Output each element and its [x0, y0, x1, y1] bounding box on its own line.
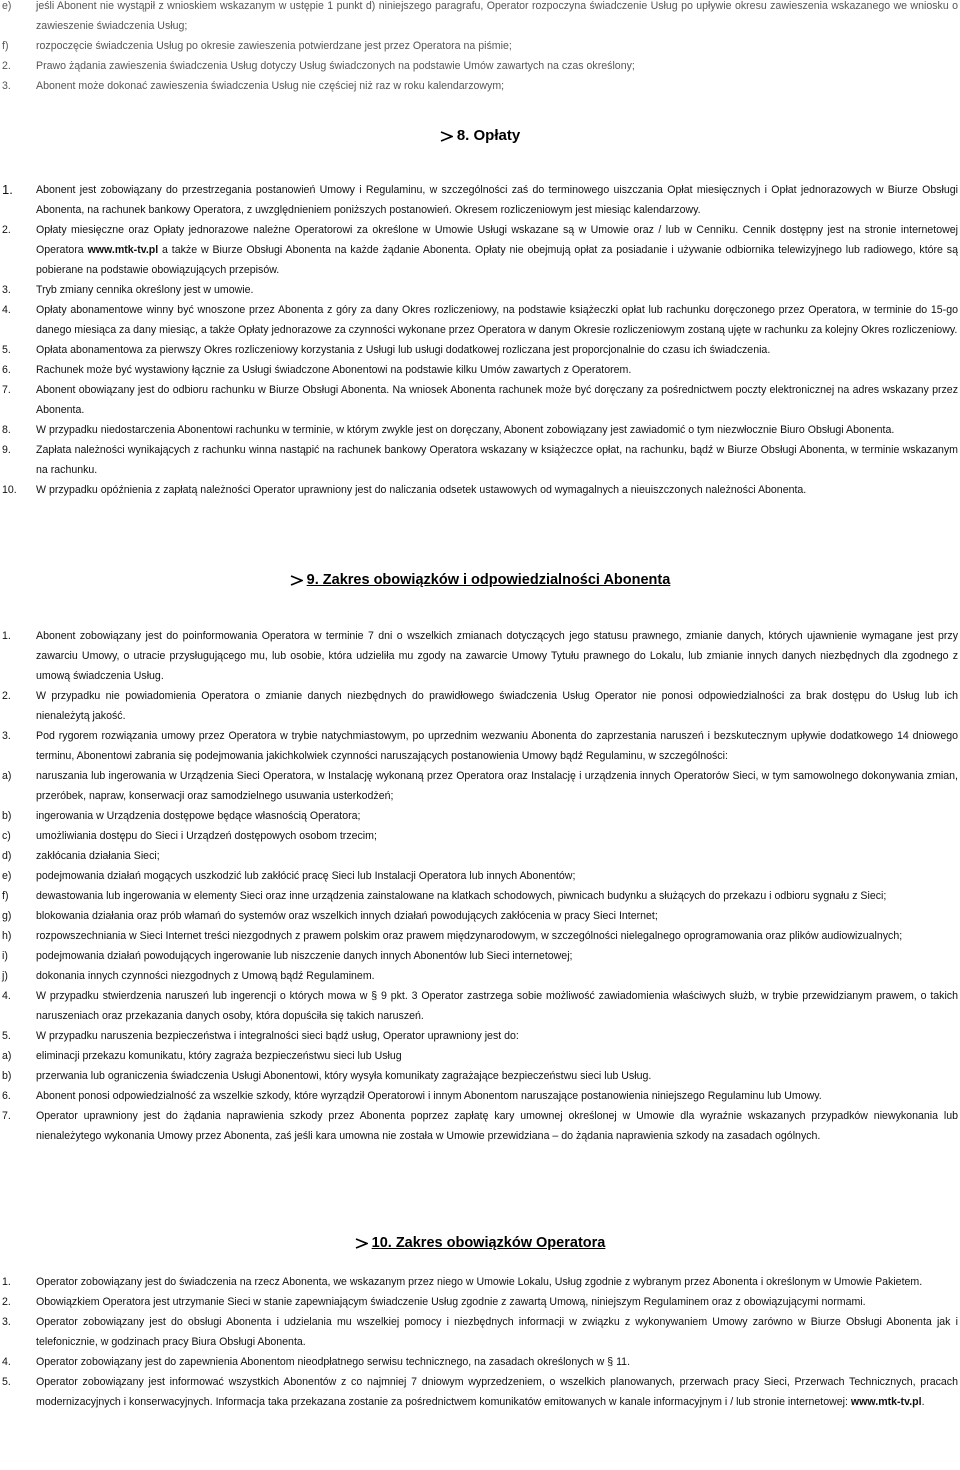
- list-item: 4. Opłaty abonamentowe winny być wnoszone przez Abonenta z góry za dany Okres rozliczeniowy, na podstawie książeczki opłat lub rachunku doręczonego przez Operatora, w terminie do 15-go danego miesiąca za dany miesiąc, a także Opłaty jednorazowe za czynności wykonane przez Operatora w danym Okresie rozliczeniowym zostaną ujęte w rachunku za kolejny Okres rozliczeniowy.: [2, 304, 958, 336]
- list-item: 8. W przypadku niedostarczenia Abonentowi rachunku w terminie, w którym zwykle jest on doręczany, Abonent zobowiązany jest zawiadomić o tym niezwłocznie Biuro Obsługi Abonenta.: [2, 424, 895, 436]
- list-item: 6. Abonent ponosi odpowiedzialność za wszelkie szkody, które wyrządził Operatorowi i innym Abonentom naruszające postanowienia niniejszego Regulaminu lub Umowy.: [2, 1090, 822, 1102]
- list-item: 1. Operator zobowiązany jest do świadczenia na rzecz Abonenta, we wskazanym przez niego w Umowie Lokalu, Usług zgodnie z wybranym przez Abonenta i określonym w Umowie Pakietem.: [2, 1276, 923, 1288]
- list-item: 4. W przypadku stwierdzenia naruszeń lub ingerencji o których mowa w § 9 pkt. 3 Operator zastrzega sobie możliwość zawiadomienia właściwych służb, w trybie przewidzianym prawem, o takich naruszeniach oraz przekazania danych osoby, która dopuściła się takich naruszeń.: [2, 990, 958, 1022]
- list-item: d) zakłócania działania Sieci;: [2, 850, 160, 862]
- section-10-list: [0, 1272, 960, 1412]
- list-item: 2. Obowiązkiem Operatora jest utrzymanie Sieci w stanie zapewniającym świadczenie Usług zgodnie z zawartą Umową, niniejszym Regulaminem oraz z obowiązującymi normami.: [2, 1296, 866, 1308]
- section-8-list: [0, 180, 960, 500]
- list-item: i) podejmowania działań powodujących ingerowanie lub niszczenie danych innych Abonentów lub Sieci internetowej;: [2, 950, 573, 962]
- section-9-list: [0, 626, 960, 1146]
- list-item: 1. Abonent zobowiązany jest do poinformowania Operatora w terminie 7 dni o wszelkich zmianach dotyczących jego statusu prawnego, zmianie danych, których ujawnienie wymagane jest przy zawarciu Umowy, o utracie przysługującego mu, lub osobie, która udzieliła mu zgody na zawarcie Umowy Tytułu prawnego do Lokalu, lub zmianie innych danych niezbędnych dla zgodnego z umową świadczenia Usług.: [2, 630, 958, 682]
- list-item: 2. Prawo żądania zawieszenia świadczenia Usług dotyczy Usług świadczonych na podstawie Umów zawartych na czas określony;: [2, 60, 635, 72]
- list-item: 2. W przypadku nie powiadomienia Operatora o zmianie danych niezbędnych do prawidłowego świadczenia Usług Operator nie ponosi odpowiedzialności za brak dostępu do Usług lub ich nienależytą jakość.: [2, 690, 958, 722]
- list-item: 3. Operator zobowiązany jest do obsługi Abonenta i udzielania mu wszelkiej pomocy i niezbędnych informacji w związku z wykonywaniem Umowy zarówno w Biurze Obsługi Abonenta jak i telefonicznie, w godzinach pracy Biura Obsługi Abonenta.: [2, 1316, 958, 1348]
- bullet-arrow-icon: [355, 1238, 368, 1249]
- list-item: 4. Operator zobowiązany jest do zapewnienia Abonentom nieodpłatnego serwisu technicznego, na zasadach określonych w § 11.: [2, 1356, 631, 1368]
- list-item: f) rozpoczęcie świadczenia Usług po okresie zawieszenia potwierdzane jest przez Operatora na piśmie;: [2, 40, 512, 52]
- list-item: j) dokonania innych czynności niezgodnych z Umową bądź Regulaminem.: [2, 970, 375, 982]
- list-item: a) eliminacji przekazu komunikatu, który zagraża bezpieczeństwu sieci lub Usług: [2, 1050, 402, 1062]
- list-item: 3. Abonent może dokonać zawieszenia świadczenia Usług nie częściej niż raz w roku kalendarzowym;: [2, 80, 505, 92]
- list-item: e) podejmowania działań mogących uszkodzić lub zakłócić pracę Sieci lub Instalacji Operatora lub innych Abonentów;: [2, 870, 576, 882]
- list-item: 1. Abonent jest zobowiązany do przestrzegania postanowień Umowy i Regulaminu, w szczególności zaś do terminowego uiszczania Opłat miesięcznych i Opłat jednorazowych w Biurze Obsługi Abonenta, na rachunek bankowy Operatora, z uwzględnieniem poniższych postanowień. Okresem rozliczeniowym jest miesiąc kalendarzowy.: [2, 182, 958, 216]
- bullet-arrow-icon: [440, 131, 453, 142]
- website-link[interactable]: www.mtk-tv.pl: [87, 244, 159, 256]
- list-item: 2. Opłaty miesięczne oraz Opłaty jednorazowe należne Operatorowi za określone w Umowie Usługi wskazane są w Umowie oraz / lub w Cenniku. Cennik dostępny jest na stronie internetowej Operatora www.mtk-tv.pl a także w Biurze Obsługi Abonenta na każde żądanie Abonenta. Opłaty nie obejmują opłat za posiadanie i używanie odbiornika telewizyjnego lub radiowego, które są pobierane na podstawie obowiązujących przepisów.: [2, 224, 958, 276]
- list-item: 10. W przypadku opóźnienia z zapłatą należności Operator uprawniony jest do naliczania odsetek ustawowych od wymagalnych a nieuiszczonych należności Abonenta.: [2, 484, 807, 496]
- list-item: h) rozpowszechniania w Sieci Internet treści niezgodnych z prawem polskim oraz prawem międzynarodowym, w szczególności nielegalnego oprogramowania oraz plików audiowizualnych;: [2, 930, 903, 942]
- list-item: 7. Operator uprawniony jest do żądania naprawienia szkody przez Abonenta poprzez zapłatę kary umownej określonej w Umowie dla wyraźnie wskazanych przypadków niewykonania lub nienależytego wykonania Umowy przez Abonenta, zaś jeśli kara umowna nie została w Umowie przewidziana – do żądania naprawienia szkody na zasadach ogólnych.: [2, 1110, 958, 1142]
- list-item: g) blokowania działania oraz prób włamań do systemów oraz wszelkich innych działań powodujących zakłócenia w pracy Sieci Internet;: [2, 910, 658, 922]
- list-item: f) dewastowania lub ingerowania w elementy Sieci oraz inne urządzenia zainstalowane na klatkach schodowych, piwnicach budynku a służących do przekazu i odbioru sygnału z Sieci;: [2, 890, 887, 902]
- section-10-heading: 10. Zakres obowiązków Operatora: [0, 1233, 960, 1253]
- section-9-heading: 9. Zakres obowiązków i odpowiedzialności Abonenta: [0, 570, 960, 590]
- list-item: c) umożliwiania dostępu do Sieci i Urządzeń dostępowych osobom trzecim;: [2, 830, 377, 842]
- list-item: b) ingerowania w Urządzenia dostępowe będące własnością Operatora;: [2, 810, 361, 822]
- list-item: 5. W przypadku naruszenia bezpieczeństwa i integralności sieci bądź usług, Operator uprawniony jest do:: [2, 1030, 519, 1042]
- list-item: 6. Rachunek może być wystawiony łącznie za Usługi świadczone Abonentowi na podstawie kilku Umów zawartych z Operatorem.: [2, 364, 632, 376]
- list-item: 3. Pod rygorem rozwiązania umowy przez Operatora w trybie natychmiastowym, po uprzednim wezwaniu Abonenta do zaprzestania naruszeń i bezskutecznym upływie dodatkowego 14 dniowego terminu, Abonentowi zabrania się podejmowania jakichkolwiek czynności naruszających postanowienia Umowy bądź Regulaminu, w szczególności:: [2, 730, 958, 762]
- list-item: 7. Abonent obowiązany jest do odbioru rachunku w Biurze Obsługi Abonenta. Na wniosek Abonenta rachunek może być doręczany za pośrednictwem poczty elektronicznej na adres wskazany przez Abonenta.: [2, 384, 958, 416]
- top-list: [0, 0, 960, 96]
- bullet-arrow-icon: [290, 575, 303, 586]
- list-item: 3. Tryb zmiany cennika określony jest w umowie.: [2, 284, 254, 296]
- list-item: 5. Operator zobowiązany jest informować wszystkich Abonentów z co najmniej 7 dniowym wyprzedzeniem, o wszelkich planowanych, przerwach pracy Sieci, Przerwach Technicznych, pracach modernizacyjnych i konserwacyjnych. Informacja taka przekazana zostanie za pośrednictwem komunikatów emitowanych w kanale informacyjnym i / lub stronie internetowej: www.mtk-tv.pl.: [2, 1376, 958, 1408]
- list-item: a) naruszania lub ingerowania w Urządzenia Sieci Operatora, w Instalację wykonaną przez Operatora oraz Instalację i urządzenia innych Operatorów Sieci, w tym samowolnego dokonywania zmian, przeróbek, napraw, konserwacji oraz samodzielnego usuwania usterkodżeń;: [2, 770, 958, 802]
- list-item: e) jeśli Abonent nie wystąpił z wnioskiem wskazanym w ustępie 1 punkt d) niniejszego paragrafu, Operator rozpoczyna świadczenie Usług po upływie okresu zawieszenia wskazanego we wniosku o zawieszenie świadczenia Usług;: [2, 0, 958, 32]
- list-item: 5. Opłata abonamentowa za pierwszy Okres rozliczeniowy korzystania z Usługi lub usługi dodatkowej rozliczana jest proporcjonalnie do czasu ich świadczenia.: [2, 344, 771, 356]
- list-item: 9. Zapłata należności wynikających z rachunku winna nastąpić na rachunek bankowy Operatora wskazany w książeczce opłat, na rachunku, bądź w Biurze Obsługi Abonenta, w terminie wskazanym na rachunku.: [2, 444, 958, 476]
- section-8-heading: 8. Opłaty: [0, 126, 960, 146]
- website-link[interactable]: www.mtk-tv.pl: [850, 1396, 922, 1408]
- list-item: b) przerwania lub ograniczenia świadczenia Usługi Abonentowi, który wysyła komunikaty zagrażające bezpieczeństwu sieci lub Usług.: [2, 1070, 652, 1082]
